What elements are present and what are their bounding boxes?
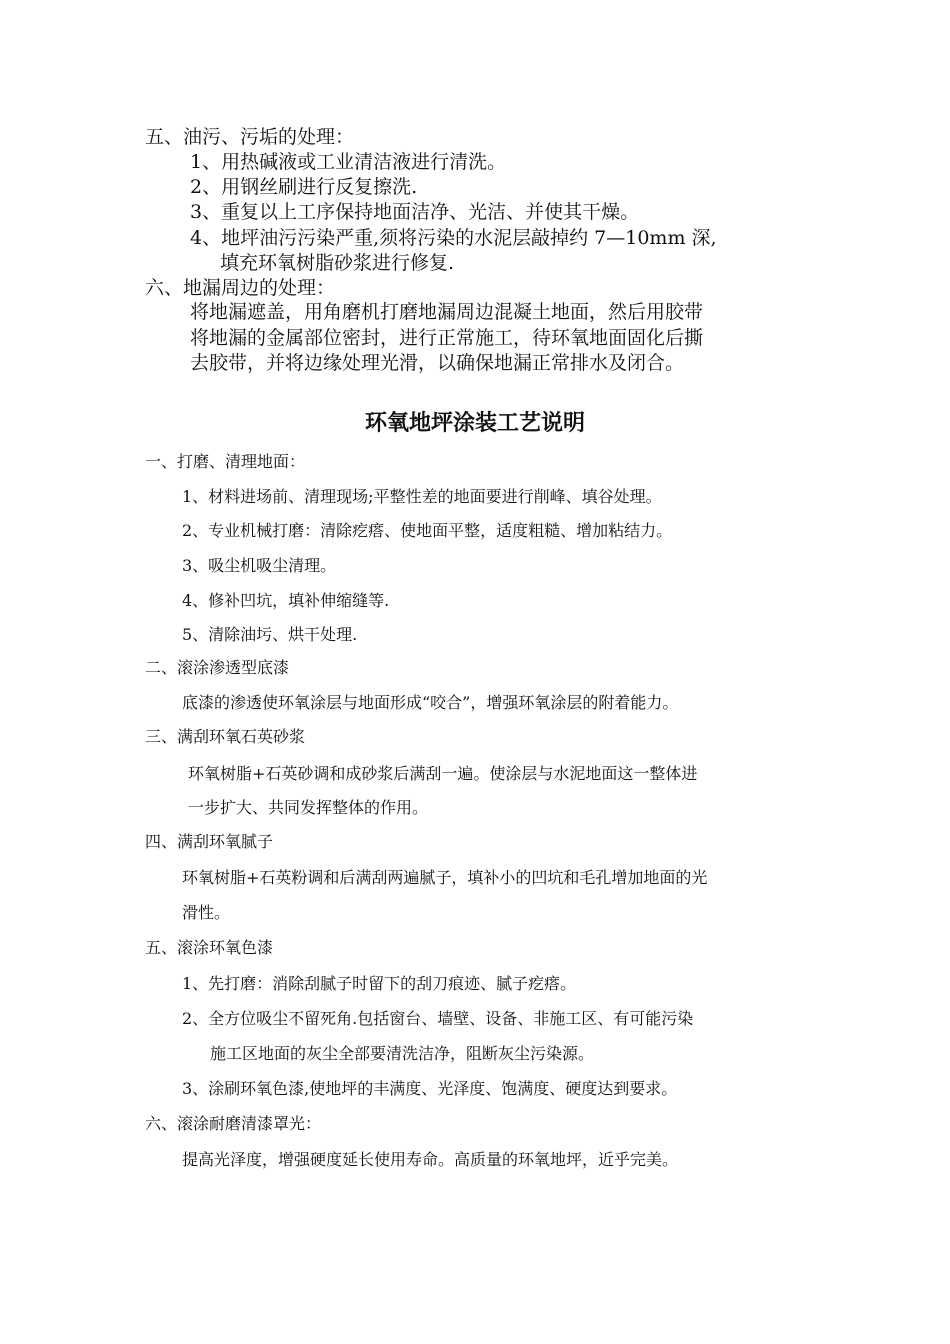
paragraph-line: 提高光泽度，增强硬度延长使用寿命。高质量的环氧地坪，近乎完美。 [182,1150,679,1169]
paragraph-line: 滑性。 [182,903,231,922]
list-item: 4、地坪油污污染严重,须将污染的水泥层敲掉约 7—10mm 深, [190,227,717,249]
section-heading-1: 一、打磨、清理地面： [145,452,306,471]
paragraph-line: 去胶带，并将边缘处理光滑，以确保地漏正常排水及闭合。 [190,352,685,374]
section-heading-oil-stain: 五、油污、污垢的处理： [145,126,355,148]
paragraph-line: 将地漏的金属部位密封，进行正常施工，待环氧地面固化后撕 [190,327,704,349]
list-item: 3、重复以上工序保持地面洁净、光洁、并使其干燥。 [190,201,640,223]
list-item: 1、用热碱液或工业清洁液进行清洗。 [190,151,507,173]
list-item-continuation: 施工区地面的灰尘全部要清洗洁净，阻断灰尘污染源。 [210,1044,595,1063]
page-title: 环氧地坪涂装工艺说明 [364,410,585,436]
list-item: 4、修补凹坑，填补伸缩缝等. [182,591,390,610]
section-heading-2: 二、滚涂渗透型底漆 [145,658,290,677]
list-item: 3、吸尘机吸尘清理。 [182,556,337,575]
list-item: 2、全方位吸尘不留死角.包括窗台、墙壁、设备、非施工区、有可能污染 [182,1009,694,1028]
list-item-continuation: 填充环氧树脂砂浆进行修复. [220,252,455,274]
list-item: 1、先打磨：消除刮腻子时留下的刮刀痕迹、腻子疙瘩。 [182,974,577,993]
paragraph-line: 将地漏遮盖，用角磨机打磨地漏周边混凝土地面，然后用胶带 [190,301,704,323]
section-heading-3: 三、满刮环氧石英砂浆 [145,727,306,746]
paragraph-line: 一步扩大、共同发挥整体的作用。 [188,798,429,817]
list-item: 2、专业机械打磨：清除疙瘩、使地面平整，适度粗糙、增加粘结力。 [182,521,673,540]
list-item: 1、材料进场前、清理现场;平整性差的地面要进行削峰、填谷处理。 [182,487,662,506]
section-heading-4: 四、满刮环氧腻子 [145,832,274,851]
list-item: 3、涂刷环氧色漆,使地坪的丰满度、光泽度、饱满度、硬度达到要求。 [182,1079,678,1098]
paragraph-line: 环氧树脂+石英砂调和成砂浆后满刮一遍。使涂层与水泥地面这一整体进 [188,764,698,783]
paragraph-line: 环氧树脂+石英粉调和后满刮两遍腻子，填补小的凹坑和毛孔增加地面的光 [182,868,708,887]
section-heading-5: 五、滚涂环氧色漆 [145,938,274,957]
section-heading-6: 六、滚涂耐磨清漆罩光： [145,1114,322,1133]
list-item: 2、用钢丝刷进行反复擦洗. [190,176,418,198]
section-heading-floor-drain: 六、地漏周边的处理： [145,277,336,299]
list-item: 5、清除油圬、烘干处理. [182,625,358,644]
paragraph-line: 底漆的渗透使环氧涂层与地面形成“咬合”，增强环氧涂层的附着能力。 [182,693,679,712]
